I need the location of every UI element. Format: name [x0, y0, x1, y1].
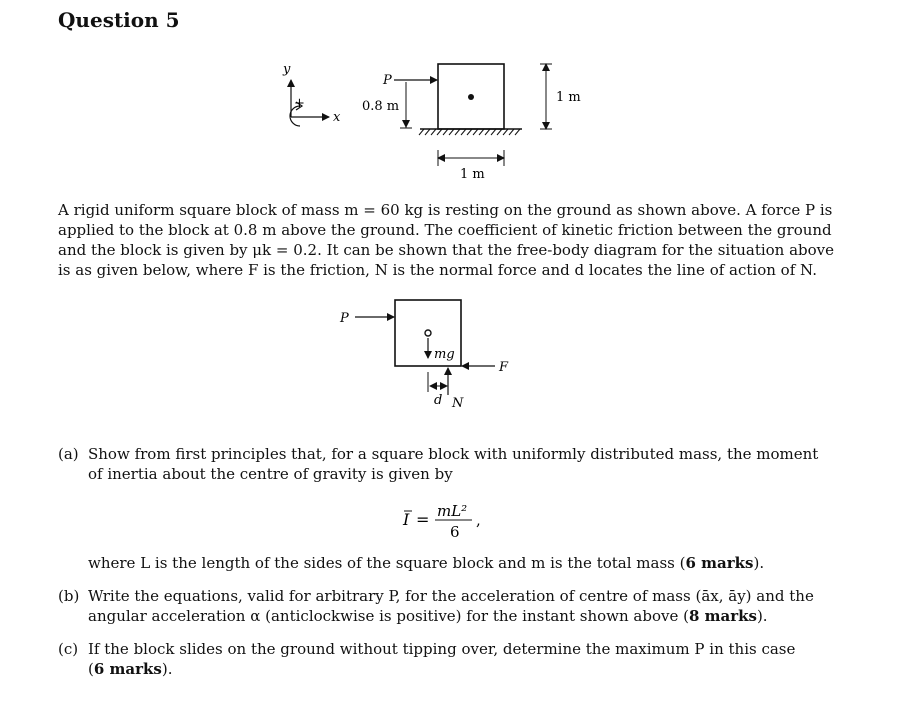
height-dimension-label: 0.8 m	[362, 99, 400, 114]
part-a-line: Show from first principles that, for a square block with uniformly distributed mass, the moment	[88, 445, 819, 463]
intro-line: applied to the block at 0.8 m above the ground. The coefficient of kinetic friction between the ground	[58, 221, 832, 239]
part-a-line: of inertia about the centre of gravity is given by	[88, 465, 453, 483]
distance-d-label: d	[434, 393, 443, 408]
part-c-marks: 6 marks	[93, 660, 162, 678]
eq-comma: ,	[476, 511, 481, 529]
part-b-line: Write the equations, valid for arbitrary P, for the acceleration of centre of mass (āx, āy) and the	[88, 587, 814, 605]
eq-equals: =	[416, 510, 430, 529]
part-b-marks: 8 marks	[688, 607, 757, 625]
part-a-marks: 6 marks	[685, 554, 754, 572]
intro-line: A rigid uniform square block of mass m = 60 kg is resting on the ground as shown above. A force P is	[58, 201, 833, 219]
side-dimension-label: 1 m	[556, 90, 581, 105]
part-a-label: (a)	[58, 445, 79, 463]
normal-force-label: N	[452, 396, 464, 411]
friction-label: F	[499, 360, 509, 375]
part-c-line: If the block slides on the ground without tipping over, determine the maximum P in this case	[88, 640, 796, 658]
eq-denominator: 6	[450, 523, 460, 541]
intro-line: and the block is given by μk = 0.2. It can be shown that the free-body diagram for the situation above	[58, 241, 835, 259]
positive-sign: +	[294, 96, 305, 111]
part-c-line: (6 marks).	[88, 660, 173, 678]
eq-numerator: mL²	[437, 502, 468, 520]
part-c-label: (c)	[58, 640, 79, 658]
width-dimension-label: 1 m	[460, 167, 485, 182]
weight-label: mg	[434, 347, 455, 362]
force-p-label: P	[383, 73, 392, 88]
part-a-after-line: where L is the length of the sides of the square block and m is the total mass (6 marks).	[88, 554, 765, 572]
part-b-label: (b)	[58, 587, 80, 605]
axis-y-label: y	[283, 62, 291, 77]
question-title: Question 5	[58, 8, 180, 32]
axis-x-label: x	[333, 110, 341, 125]
part-b-line: angular acceleration α (anticlockwise is positive) for the instant shown above (8 marks).	[88, 607, 768, 625]
eq-lhs: I	[403, 510, 410, 529]
intro-line: is as given below, where F is the friction, N is the normal force and d locates the line of action of N.	[58, 261, 817, 279]
fbd-force-p-label: P	[340, 311, 349, 326]
